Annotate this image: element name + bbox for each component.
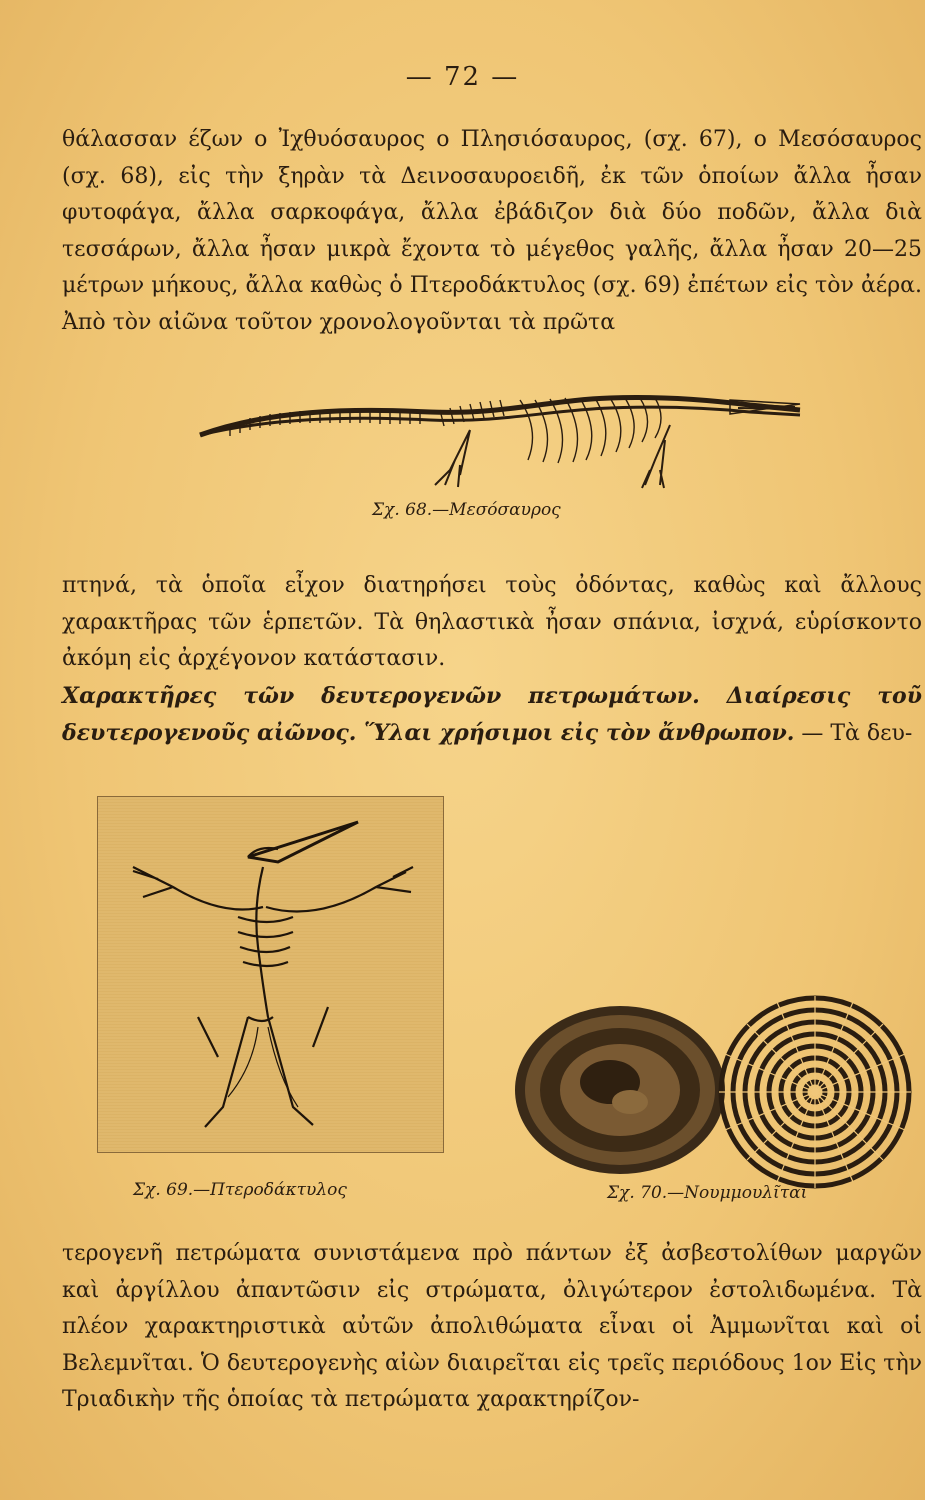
mesosaurus-skeleton-figure	[190, 360, 810, 490]
figure-69-caption: Σχ. 69.—Πτεροδάκτυλος	[133, 1180, 347, 1200]
paragraph-2-text: πτηνά, τὰ ὁποῖα εἶχον διατηρήσει τοὺς ὀδόντας, καθὼς καὶ ἄλλους χαρακτῆρας τῶν ἑρπετῶν. Τὰ θηλαστικὰ ἦσαν σπάνια, ἰσχνά, εὑρίσκοντο ἀκόμη εἰς ἀρχέγονον κατάστασιν.	[62, 573, 922, 671]
paragraph-3: τερογενῆ πετρώματα συνιστάμενα πρὸ πάντων ἐξ ἀσβεστολίθων μαργῶν καὶ ἀργίλλου ἀπαντῶσιν εἰς στρώματα, ὀλιγώτερον ἐστολιδωμένα. Τὰ πλέον χαρακτηριστικὰ αὐτῶν ἀπολιθώματα εἶναι οἱ Ἀμμωνῖται καὶ οἱ Βελεμνῖται. Ὁ δευτερογενὴς αἰὼν διαιρεῖται εἰς τρεῖς περιόδους 1ον Εἰς τὴν Τριαδικὴν τῆς ὁποίας τὰ πετρώματα χαρακτηρίζον-	[62, 1241, 922, 1412]
figure-68-caption: Σχ. 68.—Μεσόσαυρος	[372, 500, 561, 520]
nummulite-section-figure	[510, 1002, 730, 1177]
pterodactyl-skeleton-drawing	[98, 797, 443, 1152]
paragraph-1: θάλασσαν έζων ο Ἰχθυόσαυρος ο Πλησιόσαυρος, (σχ. 67), ο Μεσόσαυρος (σχ. 68), εἰς τὴν ξηρὰν τὰ Δεινοσαυροειδῆ, ἐκ τῶν ὁποίων ἄλλα ἦσαν φυτοφάγα, ἄλλα σαρκοφάγα, ἄλλα ἐβάδιζον διὰ δύο ποδῶν, ἄλλα διὰ τεσσάρων, ἄλλα ἦσαν μικρὰ ἔχοντα τὸ μέγεθος γαλῆς, ἄλλα ἦσαν 20—25 μέτρων μήκους, ἄλλα καθὼς ὁ Πτεροδάκτυλος (σχ. 69) ἐπέτων εἰς τὸν ἀέρα. Ἀπὸ τὸν αἰῶνα τοῦτον χρονολογοῦνται τὰ πρῶτα	[62, 127, 922, 335]
figure-70-caption: Σχ. 70.—Νουμμουλῖται	[607, 1183, 808, 1203]
section-heading: Χαρακτῆρες τῶν δευτερογενῶν πετρωμάτων. Διαίρεσις τοῦ δευτερογενοῦς αἰῶνος. Ὕλαι χρήσιμοι εἰς τὸν ἄνθρωπον.	[62, 682, 922, 746]
page-number: — 72 —	[405, 62, 520, 92]
pterodactyl-fossil-figure	[97, 796, 444, 1153]
nummulite-spiral-figure	[715, 992, 915, 1192]
paragraph-2-tail: — Τὰ δευ-	[794, 721, 913, 746]
paragraph-2	[62, 568, 922, 753]
